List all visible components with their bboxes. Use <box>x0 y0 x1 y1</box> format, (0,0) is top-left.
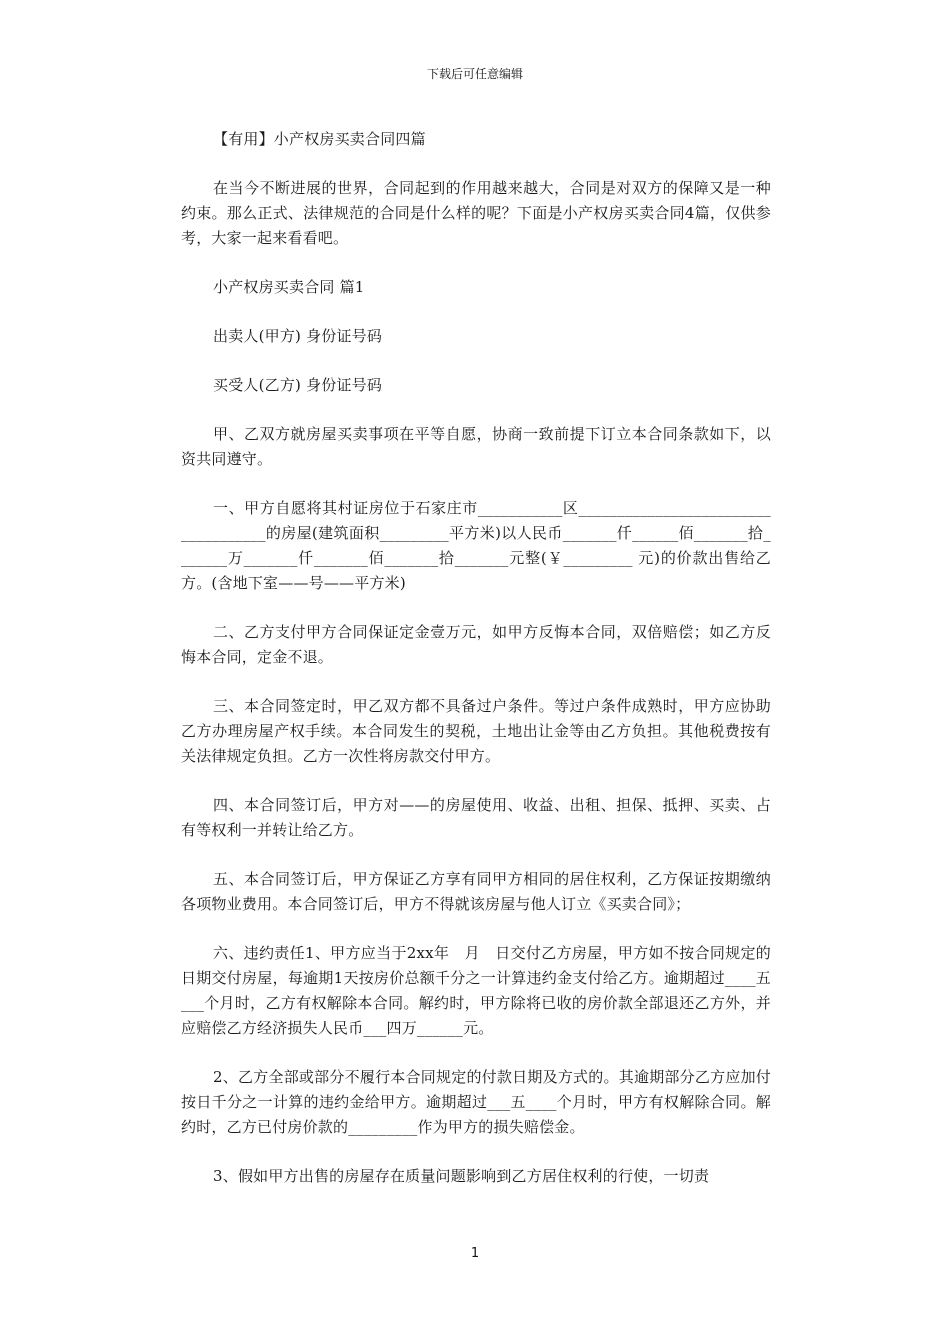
clause-6-item-2: 2、乙方全部或部分不履行本合同规定的付款日期及方式的。其逾期部分乙方应加付按日千分之一计算的违约金给甲方。逾期超过___五____个月时，甲方有权解除合同。解约时，乙方已付房价款的_________作为甲方的损失赔偿金。 <box>181 1068 771 1136</box>
page-header: 下载后可任意编辑 <box>426 67 523 81</box>
paragraph-intro: 在当今不断进展的世界，合同起到的作用越来越大，合同是对双方的保障又是一种约束。那么正式、法律规范的合同是什么样的呢？下面是小产权房买卖合同4篇，仅供参考，大家一起来看看吧。 <box>181 179 771 247</box>
document-body <box>181 127 771 1213</box>
clause-6: 六、违约责任1、甲方应当于2xx年 月 日交付乙方房屋，甲方如不按合同规定的日期交付房屋，每逾期1天按房价总额千分之一计算违约金支付给乙方。逾期超过____五___个月时，乙方有权解除本合同。解约时，甲方除将已收的房价款全部退还乙方外，并应赔偿乙方经济损失人民币___四万______元。 <box>181 944 771 1037</box>
clause-5: 五、本合同签订后，甲方保证乙方享有同甲方相同的居住权利，乙方保证按期缴纳各项物业费用。本合同签订后，甲方不得就该房屋与他人订立《买卖合同》； <box>181 870 771 913</box>
clause-1: 一、甲方自愿将其村证房位于石家庄市___________区____________________________________的房屋(建筑面积_________平方米)以人民币_______仟______佰_______拾_______万_______仟_______佰_______拾_______元整(￥_________ 元)的价款出售给乙方。(含地下室——号——平方米) <box>181 499 771 592</box>
clause-6-item-3: 3、假如甲方出售的房屋存在质量问题影响到乙方居住权利的行使，一切责 <box>213 1167 710 1185</box>
clause-3: 三、本合同签定时，甲乙双方都不具备过户条件。等过户条件成熟时，甲方应协助乙方办理房屋产权手续。本合同发生的契税，土地出让金等由乙方负担。其他税费按有关法律规定负担。乙方一次性将房款交付甲方。 <box>181 697 771 765</box>
clause-2: 二、乙方支付甲方合同保证定金壹万元，如甲方反悔本合同，双倍赔偿；如乙方反悔本合同，定金不退。 <box>181 623 771 666</box>
seller-line: 出卖人(甲方) 身份证号码 <box>213 327 383 345</box>
paragraph-agreement: 甲、乙双方就房屋买卖事项在平等自愿，协商一致前提下订立本合同条款如下，以资共同遵守。 <box>181 425 771 468</box>
clause-4: 四、本合同签订后，甲方对——的房屋使用、收益、出租、担保、抵押、买卖、占有等权利一并转让给乙方。 <box>181 796 771 839</box>
page-number: 1 <box>470 1246 480 1261</box>
buyer-line: 买受人(乙方) 身份证号码 <box>213 376 383 394</box>
document-title: 【有用】小产权房买卖合同四篇 <box>213 130 426 148</box>
section-heading: 小产权房买卖合同 篇1 <box>213 278 365 296</box>
